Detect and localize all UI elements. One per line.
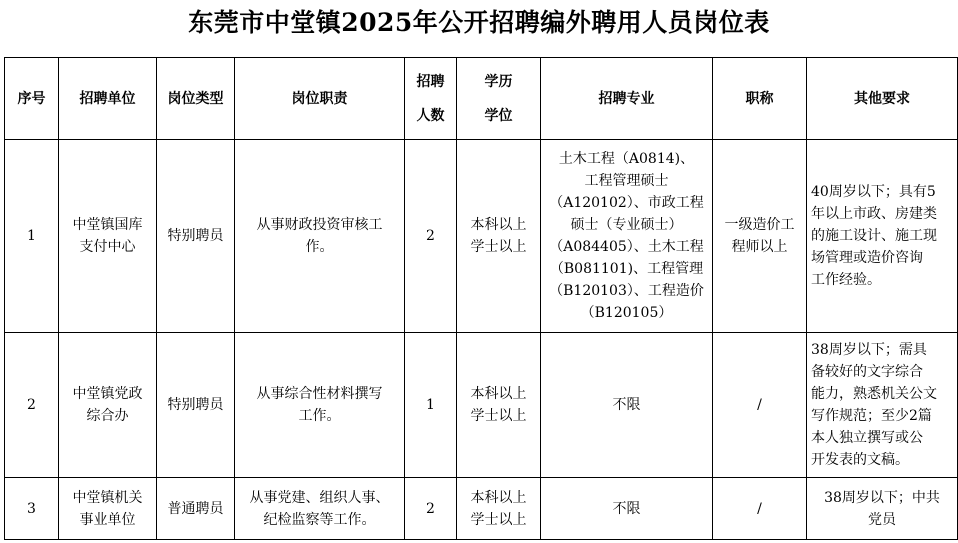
row1-major-line: （B081101)、工程管理 xyxy=(549,261,704,277)
row3-seq: 3 xyxy=(5,478,59,540)
row3-major: 不限 xyxy=(541,478,713,540)
header-education xyxy=(457,58,541,140)
row2-type: 特别聘员 xyxy=(157,333,235,478)
row1-other-line: 工作经验。 xyxy=(811,272,881,288)
row3-duty-line1: 从事党建、组织人事、 xyxy=(249,489,390,506)
row3-edu-line2: 学士以上 xyxy=(470,511,527,528)
row2-unit-line2: 综合办 xyxy=(86,408,129,424)
row1-major-line: （A084405）、土木工程 xyxy=(549,239,704,255)
table-row xyxy=(5,333,958,478)
header-count-line1: 招聘 xyxy=(416,73,445,90)
row3-count: 2 xyxy=(405,478,457,540)
page-title: 东莞市中堂镇2025年公开招聘编外聘用人员岗位表 xyxy=(188,8,770,37)
table-row xyxy=(5,140,958,333)
row2-other-line: 本人独立撰写或公 xyxy=(811,430,923,446)
header-duty: 岗位职责 xyxy=(235,58,405,140)
row1-major xyxy=(541,140,713,333)
row3-duty-line2: 纪检监察等工作。 xyxy=(263,511,376,528)
header-seq: 序号 xyxy=(5,58,59,140)
row1-major-line: （B120103）、工程造价 xyxy=(549,283,704,299)
row3-unit-line1: 中堂镇机关 xyxy=(72,489,143,506)
row2-duty xyxy=(235,333,405,478)
row3-other-line: 党员 xyxy=(868,511,896,528)
row1-duty-line2: 作。 xyxy=(305,239,334,255)
row2-count: 1 xyxy=(405,333,457,478)
row2-other-line: 备较好的文字综合 xyxy=(811,364,923,380)
row1-type: 特别聘员 xyxy=(157,140,235,333)
header-unit: 招聘单位 xyxy=(59,58,157,140)
row3-duty xyxy=(235,478,405,540)
row1-unit xyxy=(59,140,157,333)
row2-other-line: 能力，熟悉机关公文 xyxy=(811,386,937,402)
row1-duty-line1: 从事财政投资审核工 xyxy=(256,217,383,233)
row3-edu-line1: 本科以上 xyxy=(470,489,527,506)
row2-unit xyxy=(59,333,157,478)
row1-duty xyxy=(235,140,405,333)
row2-unit-line1: 中堂镇党政 xyxy=(72,386,143,402)
row2-major: 不限 xyxy=(541,333,713,478)
header-other: 其他要求 xyxy=(807,58,958,140)
row1-seq: 1 xyxy=(5,140,59,333)
header-count-line2: 人数 xyxy=(416,107,445,124)
row2-duty-line1: 从事综合性材料撰写 xyxy=(256,386,383,402)
row1-major-line: 土木工程（A0814)、 xyxy=(558,151,695,167)
header-rank: 职称 xyxy=(713,58,807,140)
row1-other-line: 场管理或造价咨询 xyxy=(811,250,923,266)
row1-major-line: （A120102）、市政工程 xyxy=(549,195,704,211)
header-type: 岗位类型 xyxy=(157,58,235,140)
row1-unit-line2: 支付中心 xyxy=(79,239,136,255)
row2-edu-line1: 本科以上 xyxy=(470,386,527,402)
positions-table xyxy=(4,57,958,540)
row2-seq: 2 xyxy=(5,333,59,478)
row1-edu xyxy=(457,140,541,333)
row2-edu xyxy=(457,333,541,478)
row2-other-line: 写作规范；至少2篇 xyxy=(811,408,932,424)
row1-other-line: 40周岁以下；具有5 xyxy=(811,184,936,200)
row3-other xyxy=(807,478,958,540)
row1-edu-line2: 学士以上 xyxy=(470,239,527,255)
row1-major-line: 硕士（专业硕士） xyxy=(570,217,683,233)
row1-other-line: 的施工设计、施工现 xyxy=(811,228,937,244)
table-row xyxy=(5,478,958,540)
row1-rank-line2: 程师以上 xyxy=(731,239,788,255)
row2-rank: / xyxy=(713,333,807,478)
row1-edu-line1: 本科以上 xyxy=(470,217,527,233)
header-edu-line1: 学历 xyxy=(484,73,513,90)
row1-rank xyxy=(713,140,807,333)
row1-major-line: （B120105） xyxy=(580,305,673,321)
row3-rank: / xyxy=(713,478,807,540)
row2-other xyxy=(807,333,958,478)
row3-type: 普通聘员 xyxy=(157,478,235,540)
header-edu-line2: 学位 xyxy=(484,107,513,124)
row3-unit-line2: 事业单位 xyxy=(79,511,136,528)
row1-other xyxy=(807,140,958,333)
row3-unit xyxy=(59,478,157,540)
row2-other-line: 38周岁以下；需具 xyxy=(811,342,927,358)
row3-other-line: 38周岁以下；中共 xyxy=(824,489,940,506)
row2-other-line: 开发表的文稿。 xyxy=(811,452,909,468)
row2-duty-line2: 工作。 xyxy=(298,408,341,424)
row3-edu xyxy=(457,478,541,540)
row1-unit-line1: 中堂镇国库 xyxy=(72,217,143,233)
row1-other-line: 年以上市政、房建类 xyxy=(811,206,937,222)
header-row xyxy=(5,58,958,140)
row1-count: 2 xyxy=(405,140,457,333)
row1-rank-line1: 一级造价工 xyxy=(724,217,795,233)
row1-major-line: 工程管理硕士 xyxy=(584,173,669,189)
header-major: 招聘专业 xyxy=(541,58,713,140)
row2-edu-line2: 学士以上 xyxy=(470,408,527,424)
header-count xyxy=(405,58,457,140)
